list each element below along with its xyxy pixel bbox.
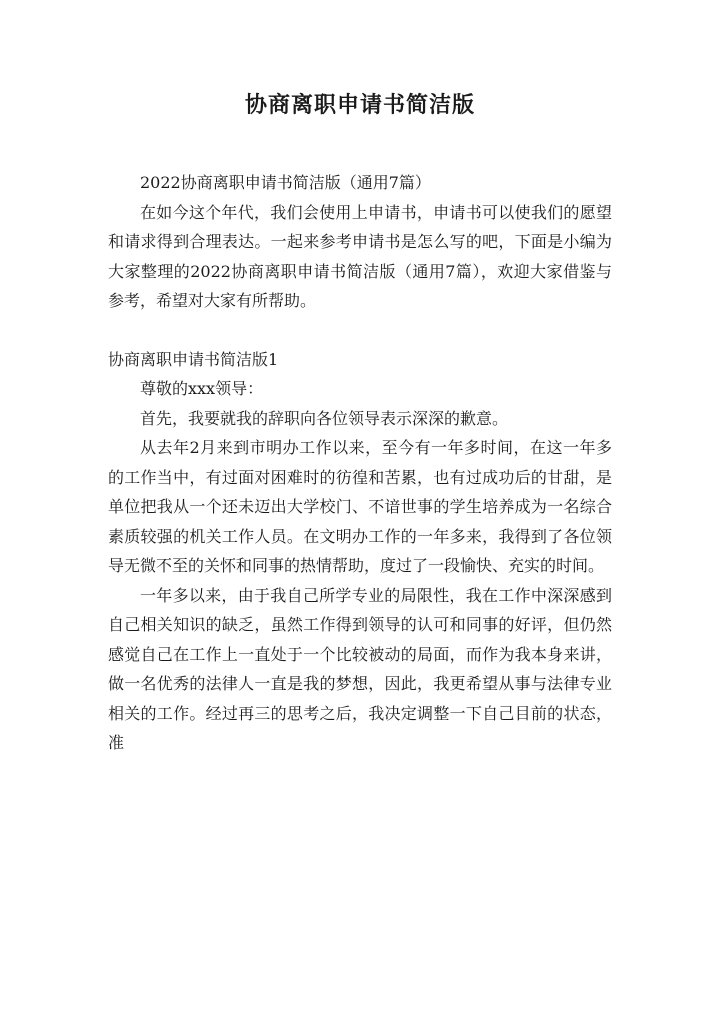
intro-paragraph: 在如今这个年代，我们会使用上申请书，申请书可以使我们的愿望和请求得到合理表达。一起来参考申请书是怎么写的吧，下面是小编为大家整理的2022协商离职申请书简洁版（通用7篇），欢迎大家借鉴与参考，希望对大家有所帮助。 bbox=[108, 202, 612, 310]
document-subtitle: 2022协商离职申请书简洁版（通用7篇） bbox=[140, 173, 431, 192]
body-paragraph: 从去年2月来到市明办工作以来，至今有一年多时间，在这一年多的工作当中，有过面对困难时的彷徨和苦累，也有过成功后的甘甜，是单位把我从一个还未迈出大学校门、不谙世事的学生培养成为一名综合素质较强的机关工作人员。在文明办工作的一年多来，我得到了各位领导无微不至的关怀和同事的热情帮助，度过了一段愉快、充实的时间。 bbox=[108, 438, 612, 575]
salutation: 尊敬的xxx领导： bbox=[140, 379, 264, 398]
body-paragraph: 首先，我要就我的辞职向各位领导表示深深的歉意。 bbox=[140, 408, 509, 428]
document-title: 协商离职申请书简洁版 bbox=[244, 92, 475, 118]
body-paragraph: 一年多以来，由于我自己所学专业的局限性，我在工作中深深感到自己相关知识的缺乏，虽然工作得到领导的认可和同事的好评，但仍然感觉自己在工作上一直处于一个比较被动的局面，而作为我本身来讲，做一名优秀的法律人一直是我的梦想，因此，我更希望从事与法律专业相关的工作。经过再三的思考之后，我决定调整一下自己目前的状态，准 bbox=[108, 585, 612, 752]
section-heading: 协商离职申请书简洁版1 bbox=[108, 349, 279, 369]
document-body bbox=[108, 168, 612, 758]
